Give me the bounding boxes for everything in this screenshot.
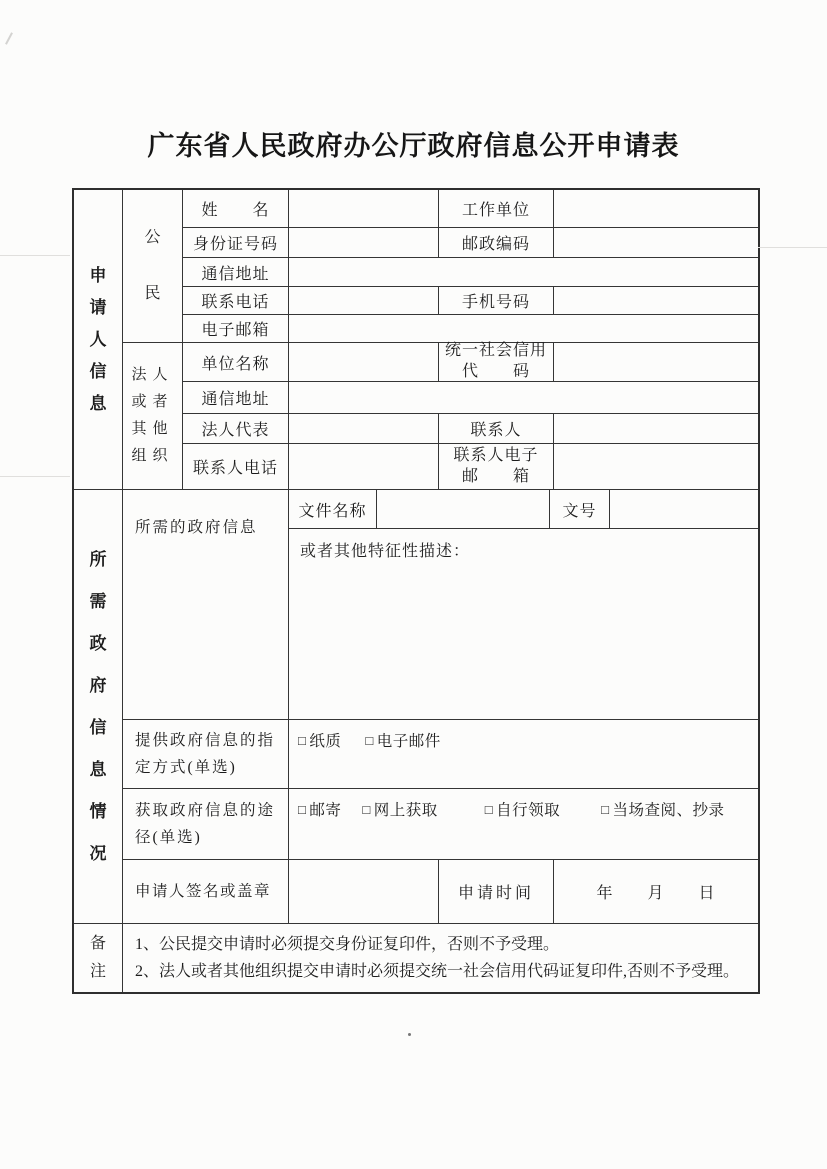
doc-name-label: 文件名称	[289, 490, 377, 529]
work-unit-input[interactable]	[554, 190, 758, 228]
applicant-section-header	[74, 190, 123, 490]
contact-person-input[interactable]	[554, 414, 758, 444]
obtain-channel-label: 获取政府信息的途径(单选)	[123, 789, 289, 860]
signature-label: 申请人签名或盖章	[123, 860, 289, 924]
checkbox-option-label: 网上获取	[373, 802, 438, 819]
apply-time-input[interactable]: 年 月 日	[554, 860, 758, 924]
scan-artifact	[5, 32, 13, 44]
checkbox-option-label: 当场查阅、抄录	[612, 802, 725, 819]
postal-code-label: 邮政编码	[439, 228, 554, 258]
page-title: 广东省人民政府办公厅政府信息公开申请表	[147, 131, 680, 161]
applicant-section-header-text: 申请人信息	[89, 265, 107, 413]
mobile-input[interactable]	[554, 287, 758, 315]
credit-code-input[interactable]	[554, 343, 758, 382]
contact-email-label	[439, 444, 554, 490]
checkbox-option-label: 纸质	[309, 733, 342, 750]
citizen-group-header	[123, 190, 183, 343]
legal-rep-input[interactable]	[289, 414, 439, 444]
checkbox-icon[interactable]	[298, 802, 309, 820]
id-number-input[interactable]	[289, 228, 439, 258]
credit-code-label-line2: 代 码	[461, 363, 530, 380]
contact-email-input[interactable]	[554, 444, 758, 490]
remarks-content	[123, 924, 758, 992]
apply-time-label: 申请时间	[439, 860, 554, 924]
contact-phone-input[interactable]	[289, 444, 439, 490]
checkbox-option-label: 自行领取	[496, 802, 561, 819]
credit-code-label-line1: 统一社会信用	[444, 342, 547, 360]
needed-info-label: 所需的政府信息	[123, 490, 289, 720]
checkbox-option[interactable]	[362, 798, 437, 820]
scan-artifact	[0, 255, 70, 256]
application-form-table	[72, 188, 760, 994]
request-section-header-text: 所需政府信息情况	[89, 549, 107, 863]
checkbox-option[interactable]	[298, 798, 341, 820]
org-address-label: 通信地址	[183, 382, 289, 414]
checkbox-option[interactable]	[298, 729, 341, 751]
mobile-label: 手机号码	[439, 287, 554, 315]
scan-artifact	[408, 1033, 411, 1036]
signature-input[interactable]	[289, 860, 439, 924]
contact-email-label-line1: 联系人电子	[453, 446, 539, 464]
doc-no-label: 文号	[550, 490, 610, 529]
contact-person-label: 联系人	[439, 414, 554, 444]
checkbox-option[interactable]	[485, 798, 560, 820]
contact-phone-label: 联系人电话	[183, 444, 289, 490]
citizen-group-label: 公民	[144, 229, 161, 302]
org-address-input[interactable]	[289, 382, 758, 414]
address-input[interactable]	[289, 258, 758, 287]
checkbox-option-label: 邮寄	[309, 802, 342, 819]
obtain-channel-options	[289, 789, 758, 860]
postal-code-input[interactable]	[554, 228, 758, 258]
checkbox-icon[interactable]	[362, 802, 373, 820]
phone-label: 联系电话	[183, 287, 289, 315]
remarks-header-text: 备注	[89, 935, 106, 980]
org-group-label: 法人或者其他组织	[131, 367, 174, 464]
work-unit-label: 工作单位	[439, 190, 554, 228]
email-label: 电子邮箱	[183, 315, 289, 343]
legal-rep-label: 法人代表	[183, 414, 289, 444]
id-number-label: 身份证号码	[183, 228, 289, 258]
checkbox-option[interactable]	[601, 798, 724, 820]
checkbox-icon[interactable]	[601, 802, 612, 820]
request-section-header	[74, 490, 123, 924]
description-input[interactable]	[289, 529, 758, 720]
checkbox-option[interactable]	[365, 729, 440, 751]
org-name-label: 单位名称	[183, 343, 289, 382]
delivery-format-options	[289, 720, 758, 789]
email-input[interactable]	[289, 315, 758, 343]
doc-name-input[interactable]	[377, 490, 550, 529]
checkbox-icon[interactable]	[485, 802, 496, 820]
credit-code-label	[439, 343, 554, 382]
checkbox-icon[interactable]	[365, 733, 376, 751]
delivery-format-label: 提供政府信息的指定方式(单选)	[123, 720, 289, 789]
org-name-input[interactable]	[289, 343, 439, 382]
doc-no-input[interactable]	[610, 490, 758, 529]
org-group-header	[123, 343, 183, 490]
remarks-line: 1、公民提交申请时必须提交身份证复印件，否则不予受理。	[135, 936, 560, 953]
address-label: 通信地址	[183, 258, 289, 287]
contact-email-label-line2: 邮 箱	[461, 467, 530, 485]
phone-input[interactable]	[289, 287, 439, 315]
description-label: 或者其他特征性描述：	[300, 543, 471, 560]
name-input[interactable]	[289, 190, 439, 228]
name-label: 姓 名	[183, 190, 289, 228]
scan-artifact	[0, 476, 70, 477]
remarks-line: 2、法人或者其他组织提交申请时必须提交统一社会信用代码证复印件,否则不予受理。	[135, 963, 740, 980]
remarks-header	[74, 924, 123, 992]
checkbox-icon[interactable]	[298, 733, 309, 751]
checkbox-option-label: 电子邮件	[376, 733, 441, 750]
scan-artifact	[758, 247, 827, 248]
